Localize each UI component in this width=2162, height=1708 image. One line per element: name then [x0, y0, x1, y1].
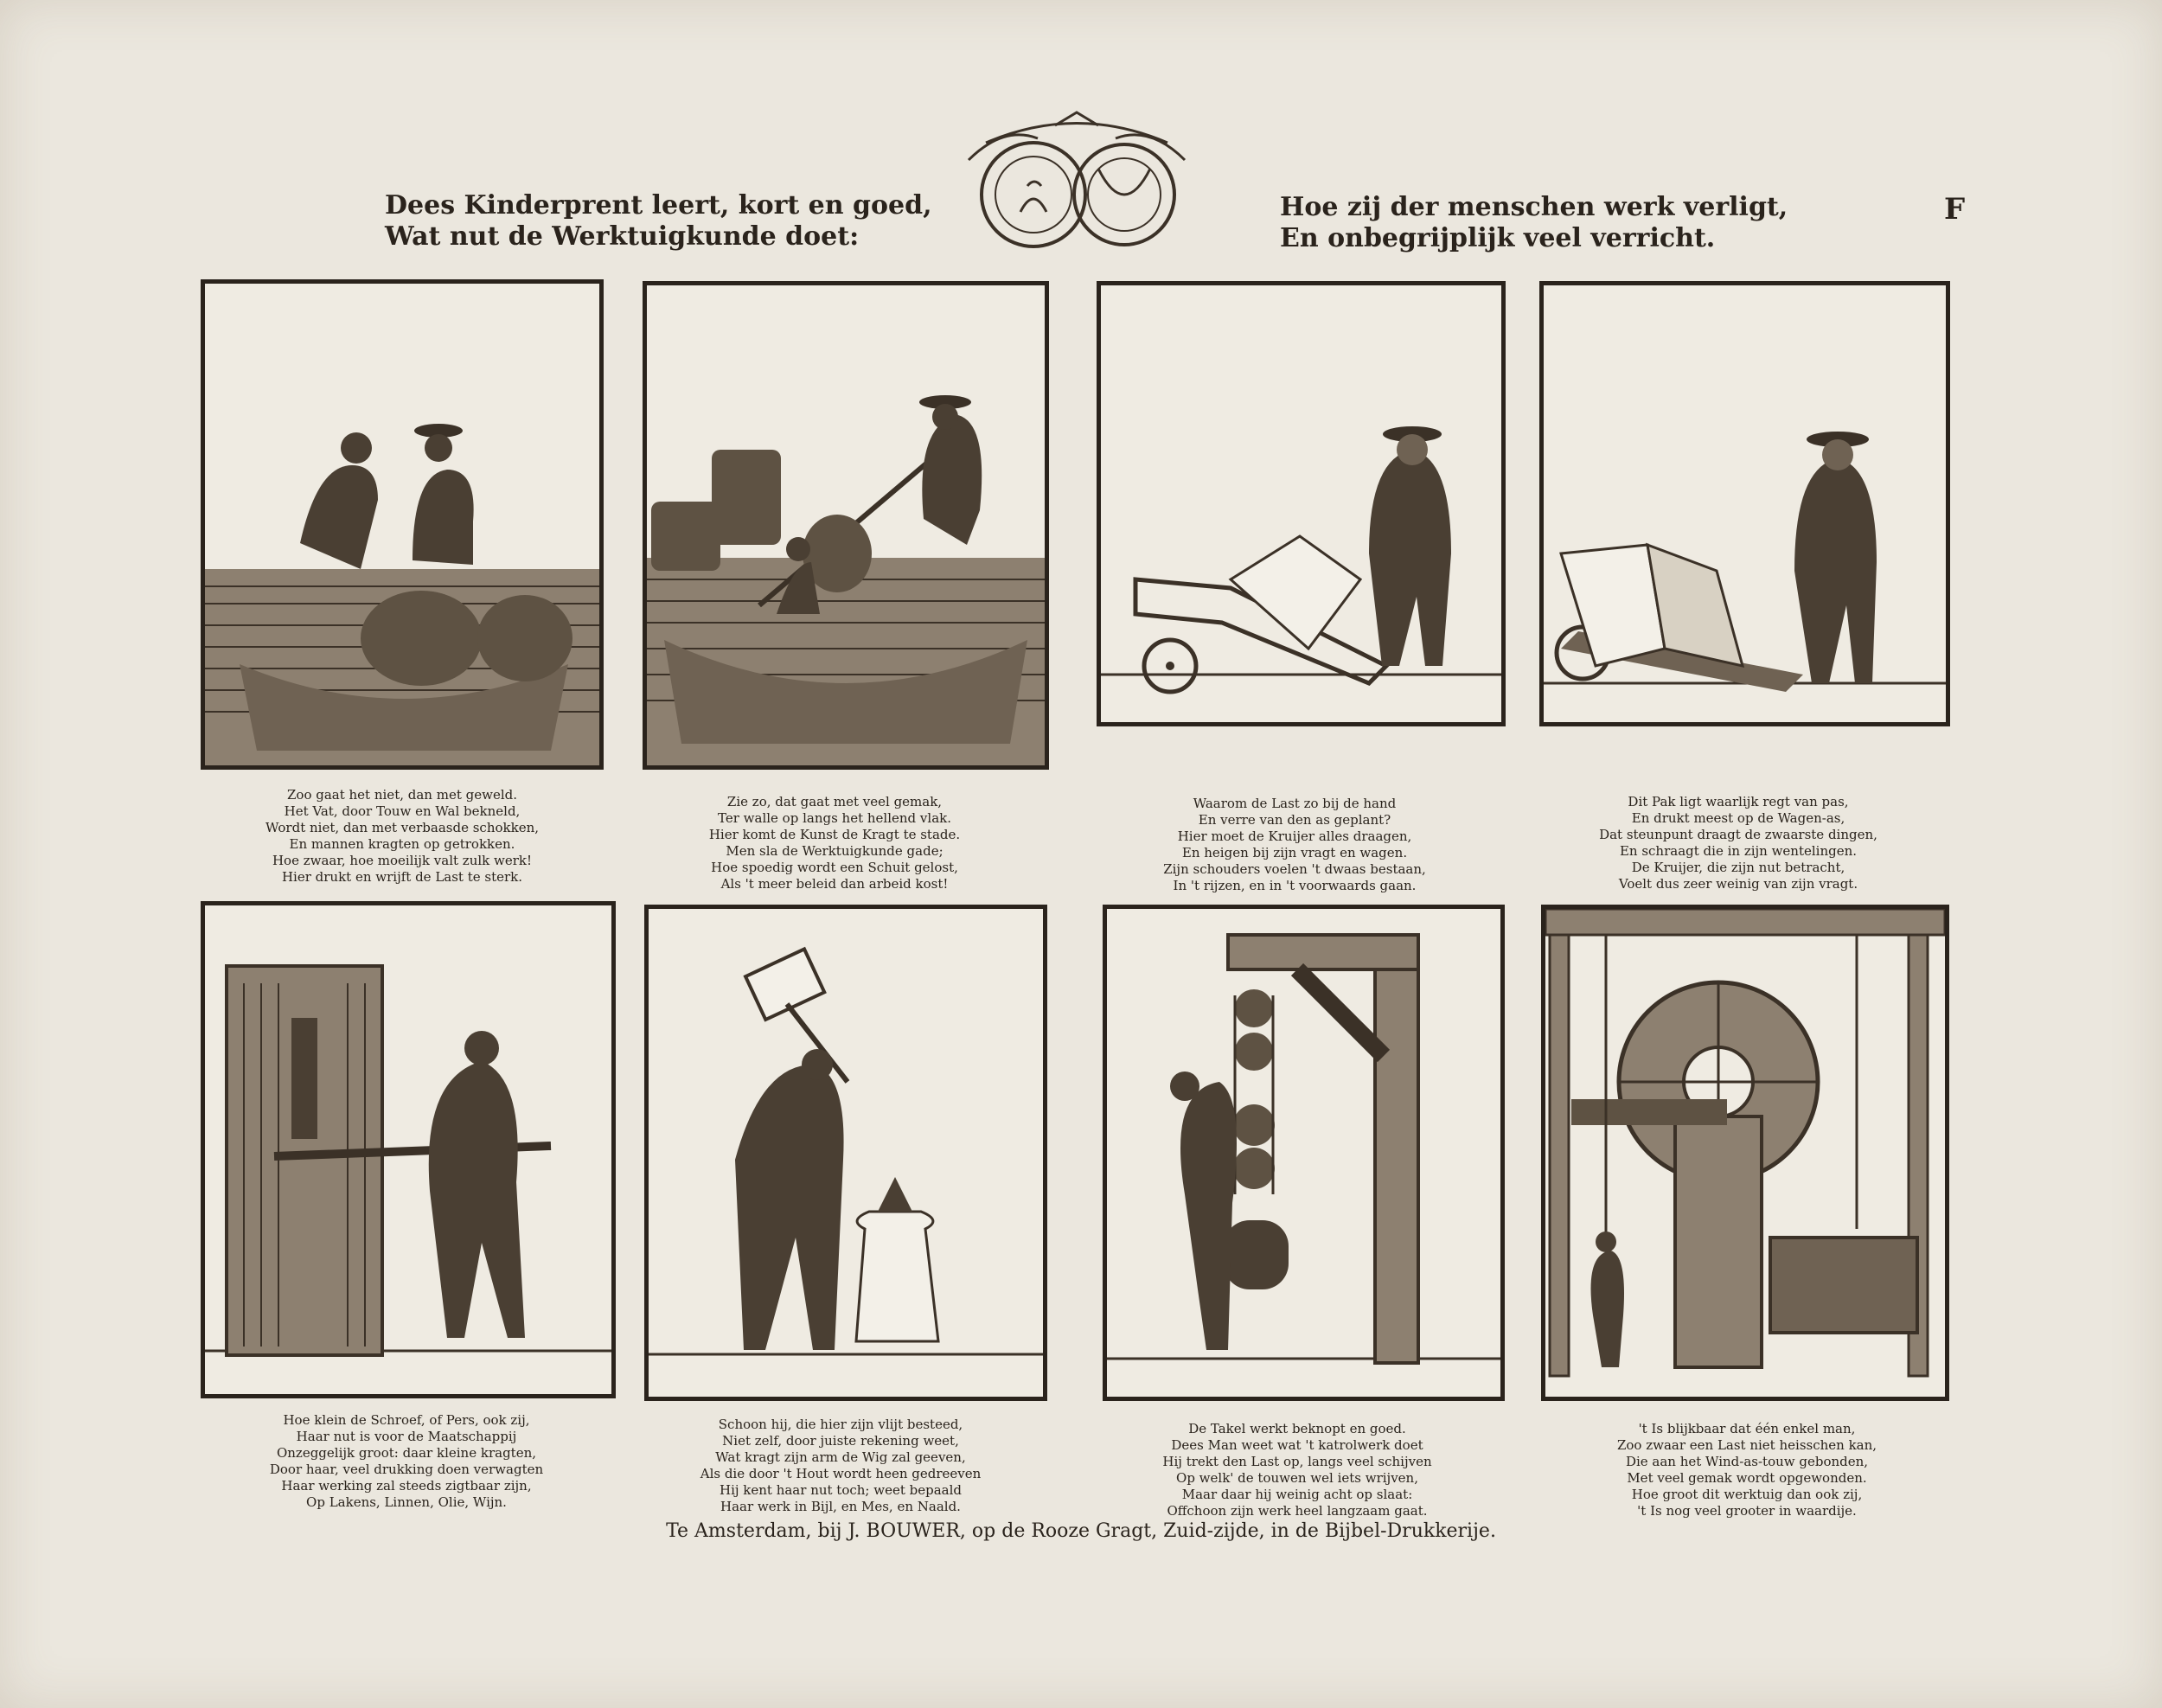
verse-4: Dit Pak ligt waarlijk regt van pas, En drukt meest op de Wagen-as, Dat steunpunt draagt de zwaarste dingen, En schraagt die in zijn wentelingen. De Kruijer, die zijn nut betracht, Voelt dus zeer weinig van zijn vragt. [1599, 794, 1877, 892]
verse-5: Hoe klein de Schroef, of Pers, ook zij, Haar nut is voor de Maatschappij Onzeggelijk groot: daar kleine kragten, Door haar, veel drukking doen verwagten Haar werking zal steeds zigtbaar zijn, Op Lakens, Linnen, Olie, Wijn. [269, 1412, 544, 1510]
panel-1-manual-lifting [201, 279, 604, 770]
verse-1: Zoo gaat het niet, dan met geweld. Het Vat, door Touw en Wal bekneld, Wordt niet, dan met verbaasde schokken, En mannen kragten op getrokken. Hoe zwaar, hoe moeilijk valt zulk werk! Hier drukt en wrijft de Last te sterk. [265, 787, 539, 885]
header-right-line2: En onbegrijplijk veel verricht. [1280, 223, 1716, 253]
panel-7-pulley [1103, 905, 1505, 1401]
verse-3: Waarom de Last zo bij de hand En verre van den as geplant? Hier moet de Kruijer alles draagen, En heigen bij zijn vragt en wagen. Zijn schouders voelen 't dwaas bestaan, In 't rijzen, en in 't voorwaards gaan. [1163, 796, 1426, 893]
header-left-line1: Dees Kinderprent leert, kort en goed, [385, 190, 932, 221]
panel-4-wheelbarrow-good [1539, 281, 1950, 726]
verse-7: De Takel werkt beknopt en goed. Dees Man weet wat 't katrolwerk doet Hij trekt den Last op, langs veel schijven Op welk' de touwen wel iets wrijven, Maar daar hij weinig acht op slaat: Offchoon zijn werk heel langzaam gaat. [1162, 1421, 1432, 1519]
header-right-line1: Hoe zij der menschen werk verligt, [1280, 192, 1788, 222]
header-left-line2: Wat nut de Werktuigkunde doet: [385, 221, 860, 252]
panel-5-screw-press [201, 901, 616, 1398]
imprint-line: Te Amsterdam, bij J. BOUWER, op de Rooze Gragt, Zuid-zijde, in de Bijbel-Drukkerije. [666, 1520, 1496, 1542]
verse-8: 't Is blijkbaar dat één enkel man, Zoo zwaar een Last niet heisschen kan, Die aan het Wind-as-touw gebonden, Met veel gemak wordt opgewonden. Hoe groot dit werktuig dan ook zij, 't Is nog veel grooter in waardije. [1616, 1421, 1877, 1519]
panel-6-wedge [644, 905, 1047, 1401]
panel-3-wheelbarrow-bad [1097, 281, 1506, 726]
corner-letter: F [1944, 192, 1966, 227]
verse-2: Zie zo, dat gaat met veel gemak, Ter walle op langs het hellend vlak. Hier komt de Kunst de Kragt te stade. Men sla de Werktuigkunde gade; Hoe spoedig wordt een Schuit gelost, Als 't meer beleid dan arbeid kost! [708, 794, 961, 892]
verse-6: Schoon hij, die hier zijn vlijt besteed, Niet zelf, door juiste rekening weet, Wat kragt zijn arm de Wig zal geeven, Als die door 't Hout wordt heen gedreeven Hij kent haar nut toch; weet bepaald Haar werk in Bijl, en Mes, en Naald. [700, 1417, 982, 1514]
society-seal [951, 108, 1202, 255]
panel-8-windlass [1541, 905, 1949, 1401]
panel-2-inclined-plane [643, 281, 1049, 770]
